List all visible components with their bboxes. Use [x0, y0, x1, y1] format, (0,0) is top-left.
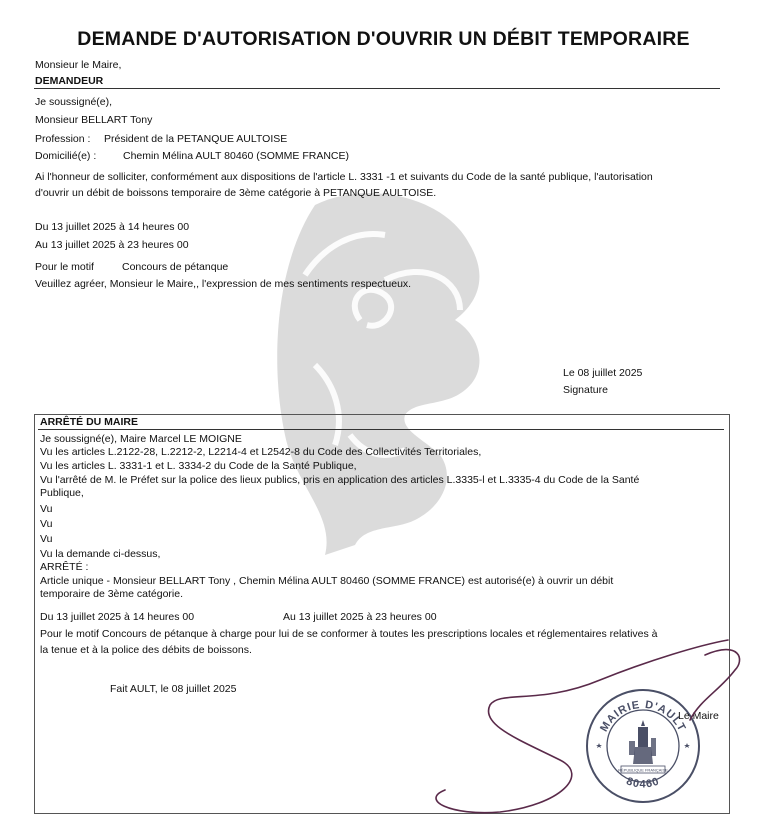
vu-line-3b: Publique, [40, 487, 84, 499]
domicile-label: Domicilié(e) : [35, 150, 97, 162]
domicile-value: Chemin Mélina AULT 80460 (SOMME FRANCE) [123, 150, 350, 162]
profession-value: Président de la PETANQUE AULTOISE [104, 133, 288, 145]
document-title: DEMANDE D'AUTORISATION D'OUVRIR UN DÉBIT TEMPORAIRE [77, 28, 690, 50]
article-line-1: Article unique - Monsieur BELLART Tony , Chemin Mélina AULT 80460 (SOMME FRANCE) est autorisé(e) à ouvrir un débit [40, 575, 614, 587]
demandeur-intro: Je soussigné(e), [35, 96, 113, 108]
vu-line-5: Vu [40, 518, 53, 530]
vu-line-1: Vu les articles L.2122-28, L.2212-2, L2214-4 et L2542-8 du Code des Collectivités Territoriales, [40, 446, 482, 458]
stamp-ribbon: RÉPUBLIQUE FRANÇAISE [618, 767, 668, 773]
vu-line-2: Vu les articles L. 3331-1 et L. 3334-2 du Code de la Santé Publique, [40, 460, 357, 472]
arrete-from: Du 13 juillet 2025 à 14 heures 00 [40, 611, 195, 623]
demande-to: Au 13 juillet 2025 à 23 heures 00 [35, 239, 189, 251]
demandeur-name: Monsieur BELLART Tony [35, 114, 153, 126]
arrete-label: ARRÊTÉ : [40, 561, 89, 573]
article-line-2: temporaire de 3ème catégorie. [40, 588, 183, 600]
demande-from: Du 13 juillet 2025 à 14 heures 00 [35, 221, 190, 233]
signature-label: Signature [563, 384, 608, 396]
demande-date: Le 08 juillet 2025 [563, 367, 643, 379]
motif-label: Pour le motif [35, 261, 94, 273]
vu-line-6: Vu [40, 533, 53, 545]
stamp-top-text: MAIRIE D'AULT [598, 698, 688, 734]
vu-line-4: Vu [40, 503, 53, 515]
fait-line: Fait AULT, le 08 juillet 2025 [110, 683, 237, 695]
arrete-intro: Je soussigné(e), Maire Marcel LE MOIGNE [40, 433, 242, 445]
salutation: Monsieur le Maire, [35, 59, 122, 71]
le-maire-label: Le Maire [678, 710, 719, 722]
vu-line-7: Vu la demande ci-dessus, [40, 548, 161, 560]
stamp-bottom-text: 80460 [624, 775, 662, 791]
demandeur-heading: DEMANDEUR [35, 75, 104, 87]
vu-line-3a: Vu l'arrêté de M. le Préfet sur la police des lieux publics, pris en application des articles L.3335-l et L.3335-4 du Code de la Santé [40, 474, 640, 486]
arrete-motif-2: la tenue et à la police des débits de boissons. [40, 644, 252, 656]
motif-value: Concours de pétanque [122, 261, 229, 273]
arrete-heading: ARRÊTÉ DU MAIRE [40, 416, 139, 428]
closing-formula: Veuillez agréer, Monsieur le Maire,, l'expression de mes sentiments respectueux. [35, 278, 412, 290]
arrete-to: Au 13 juillet 2025 à 23 heures 00 [283, 611, 437, 623]
arrete-motif-1: Pour le motif Concours de pétanque à charge pour lui de se conformer à toutes les prescriptions locales et réglementaires relatives à [40, 628, 658, 640]
request-line-2: d'ouvrir un débit de boissons temporaire de 3ème catégorie à PETANQUE AULTOISE. [35, 187, 437, 199]
request-line-1: Ai l'honneur de solliciter, conformément aux dispositions de l'article L. 3331 -1 et suivants du Code de la santé publique, l'autorisation [35, 171, 653, 183]
profession-label: Profession : [35, 133, 91, 145]
